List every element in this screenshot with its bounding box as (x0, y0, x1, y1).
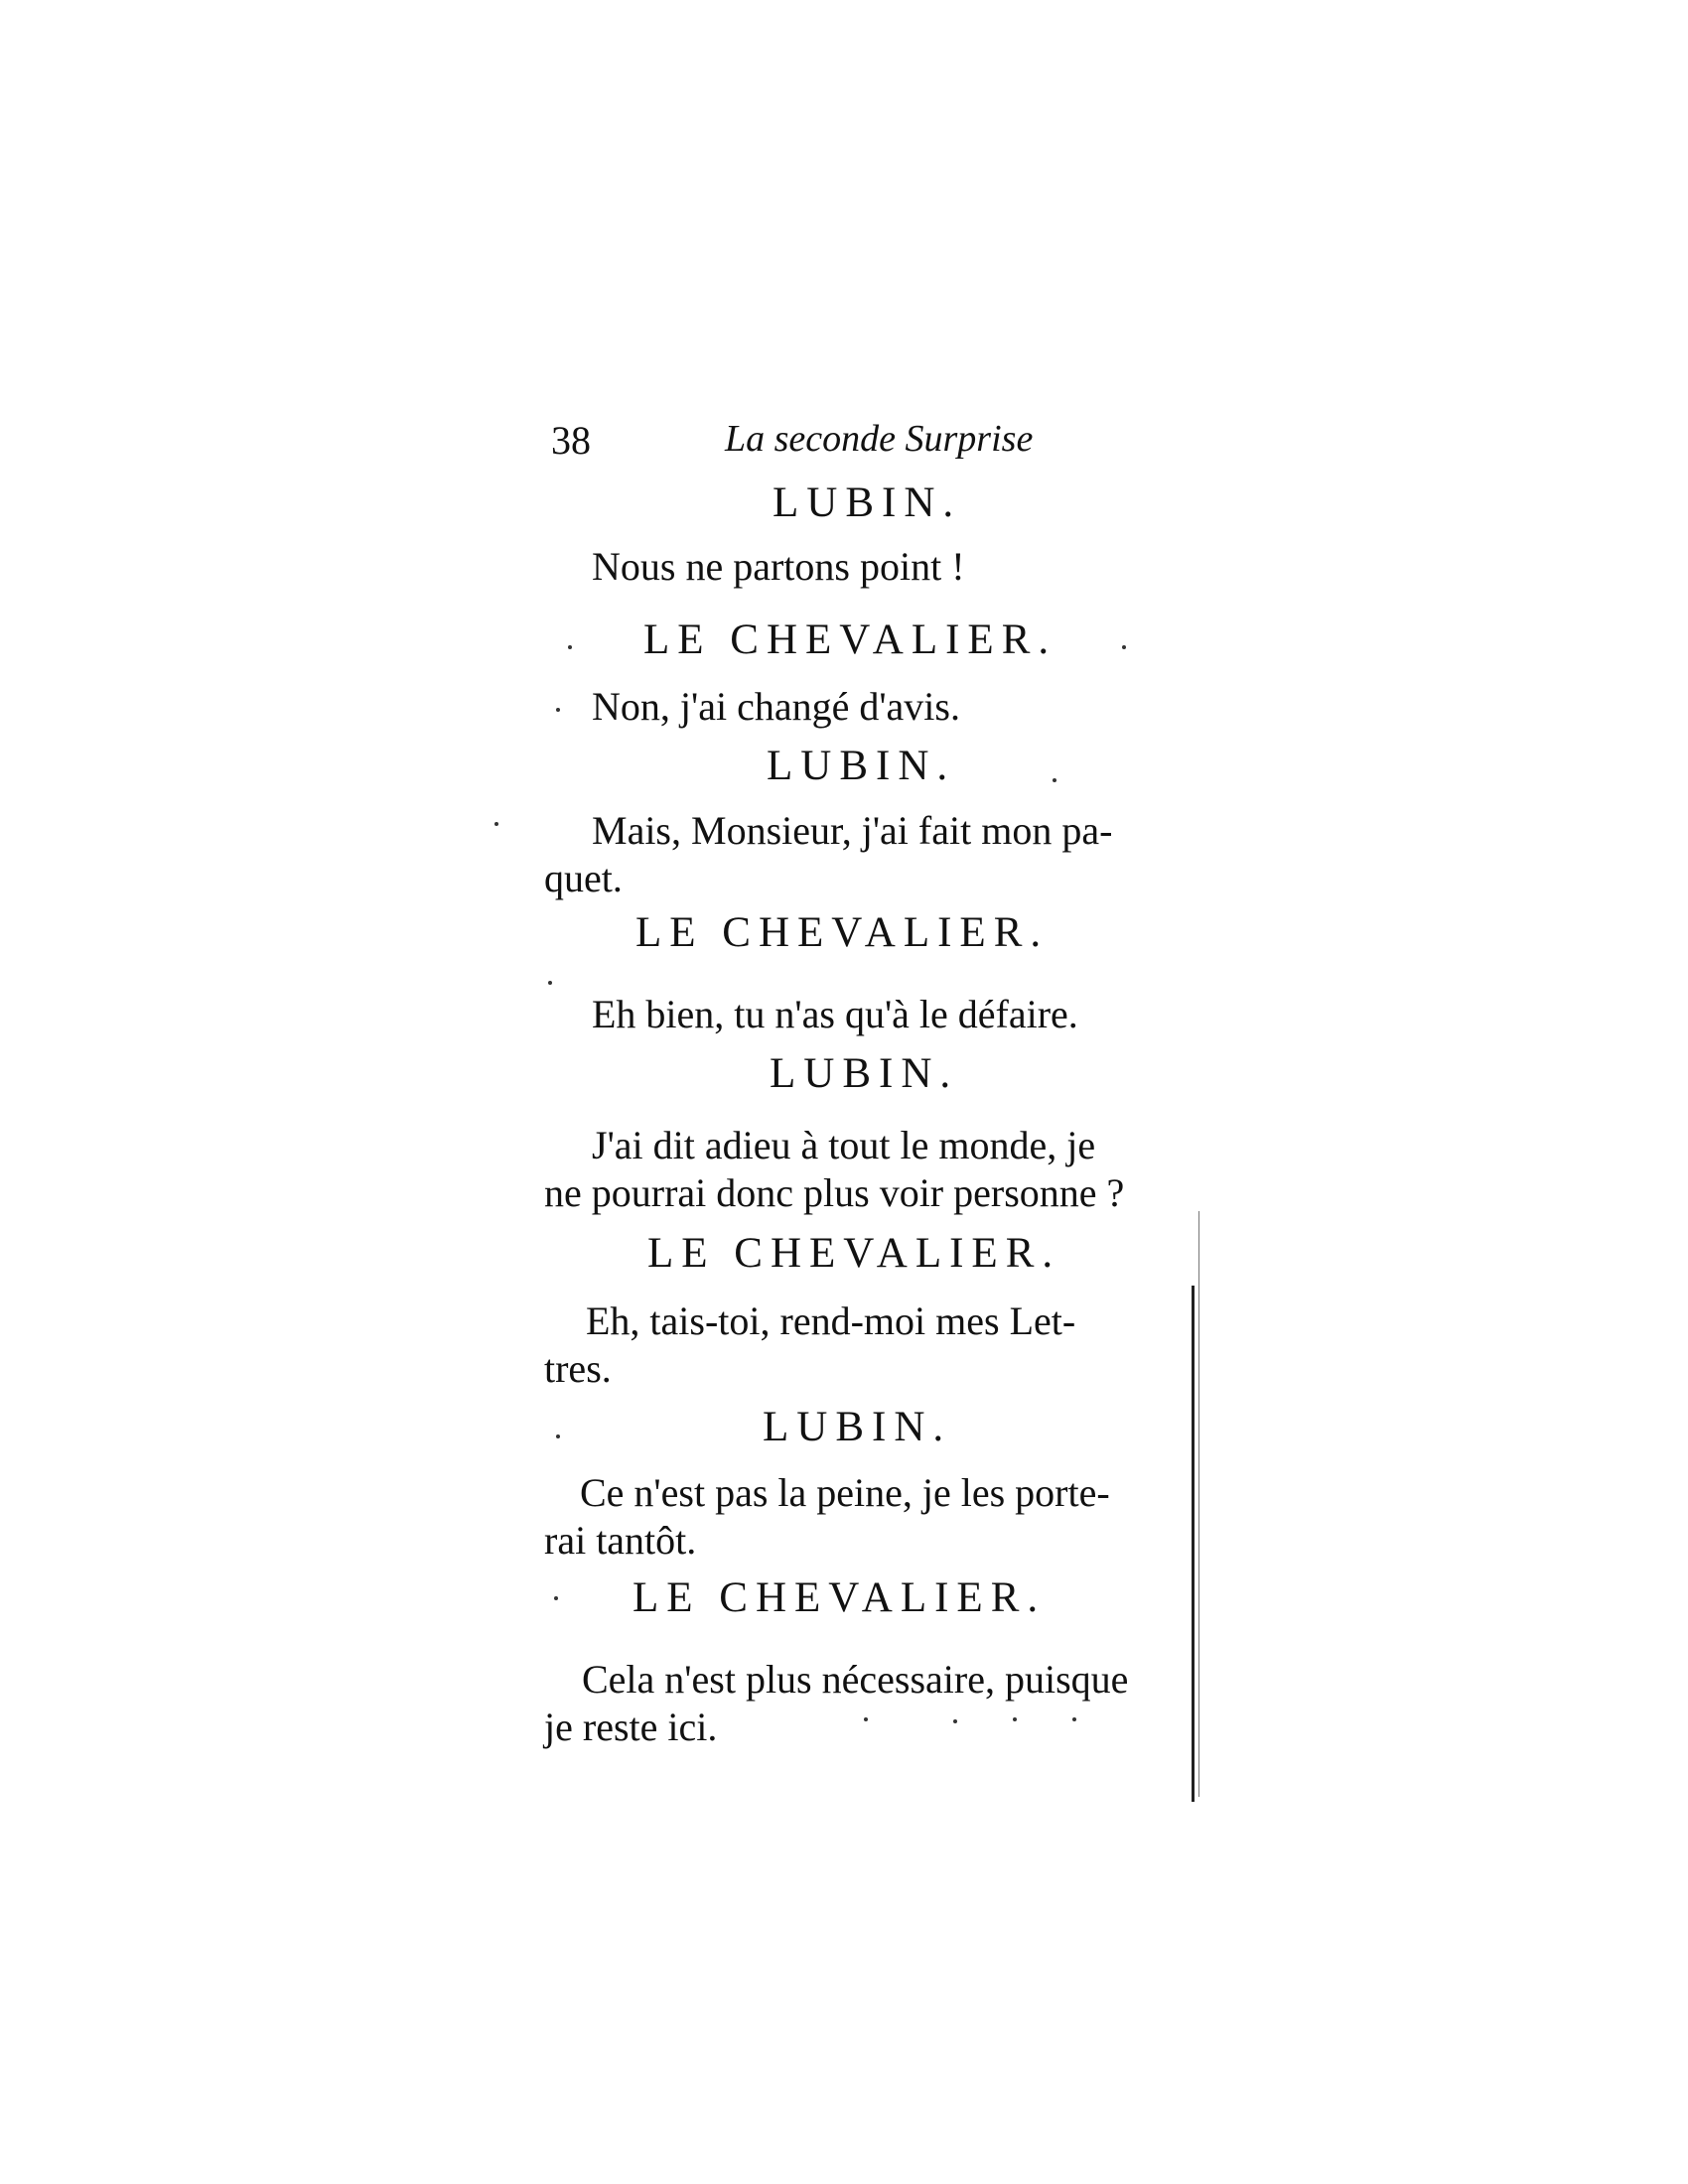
speech-line: rai tantôt. (544, 1518, 697, 1563)
scan-speck (953, 1719, 957, 1723)
speaker-name: LUBIN. (773, 479, 962, 526)
speech (544, 1297, 1180, 1393)
speech-line: ne pourrai donc plus voir personne ? (544, 1170, 1125, 1215)
speaker-name: LE CHEVALIER. (635, 909, 1050, 956)
scan-edge-line (1198, 1211, 1199, 1797)
scan-speck (494, 822, 498, 826)
speech (544, 543, 1180, 591)
page-number: 38 (551, 418, 591, 463)
speech-line: Eh, tais-toi, rend-moi mes Let- (586, 1298, 1076, 1343)
scan-speck (556, 1434, 560, 1438)
scan-speck (556, 708, 560, 712)
speaker-name: LE CHEVALIER. (643, 616, 1057, 663)
scan-speck (1053, 778, 1056, 782)
scan-edge-line (1192, 1286, 1195, 1802)
scan-speck (568, 645, 572, 649)
scan-speck (548, 981, 552, 985)
scan-speck (1072, 1717, 1076, 1721)
speech-line: je reste ici. (544, 1705, 718, 1749)
speech-line: quet. (544, 856, 623, 900)
speech-line: J'ai dit adieu à tout le monde, je (592, 1123, 1096, 1167)
speaker-name: LUBIN. (767, 743, 956, 789)
scan-speck (1122, 645, 1126, 649)
scan-speck (554, 1596, 558, 1600)
speech-line: Ce n'est pas la peine, je les porte- (580, 1470, 1110, 1515)
page-header (551, 417, 1187, 477)
speech-line: Mais, Monsieur, j'ai fait mon pa- (592, 808, 1113, 853)
speaker-name: LUBIN. (763, 1404, 952, 1450)
speech (544, 1122, 1180, 1217)
speaker-name: LE CHEVALIER. (647, 1230, 1061, 1277)
speaker-name: LUBIN. (770, 1050, 959, 1097)
scan-speck (1013, 1717, 1017, 1721)
speech-line: Nous ne partons point ! (592, 544, 965, 589)
speech (544, 991, 1180, 1038)
speech-line: Eh bien, tu n'as qu'à le défaire. (592, 992, 1078, 1036)
speech-line: Non, j'ai changé d'avis. (592, 684, 960, 729)
speech (544, 683, 1180, 731)
speech-line: tres. (544, 1346, 612, 1391)
speaker-name: LE CHEVALIER. (633, 1574, 1047, 1621)
speech-line: Cela n'est plus nécessaire, puisque (582, 1657, 1129, 1702)
running-title: La seconde Surprise (725, 418, 1034, 460)
scan-speck (864, 1717, 868, 1721)
speech (544, 1656, 1180, 1751)
speech (544, 1469, 1180, 1565)
speech (544, 807, 1180, 902)
